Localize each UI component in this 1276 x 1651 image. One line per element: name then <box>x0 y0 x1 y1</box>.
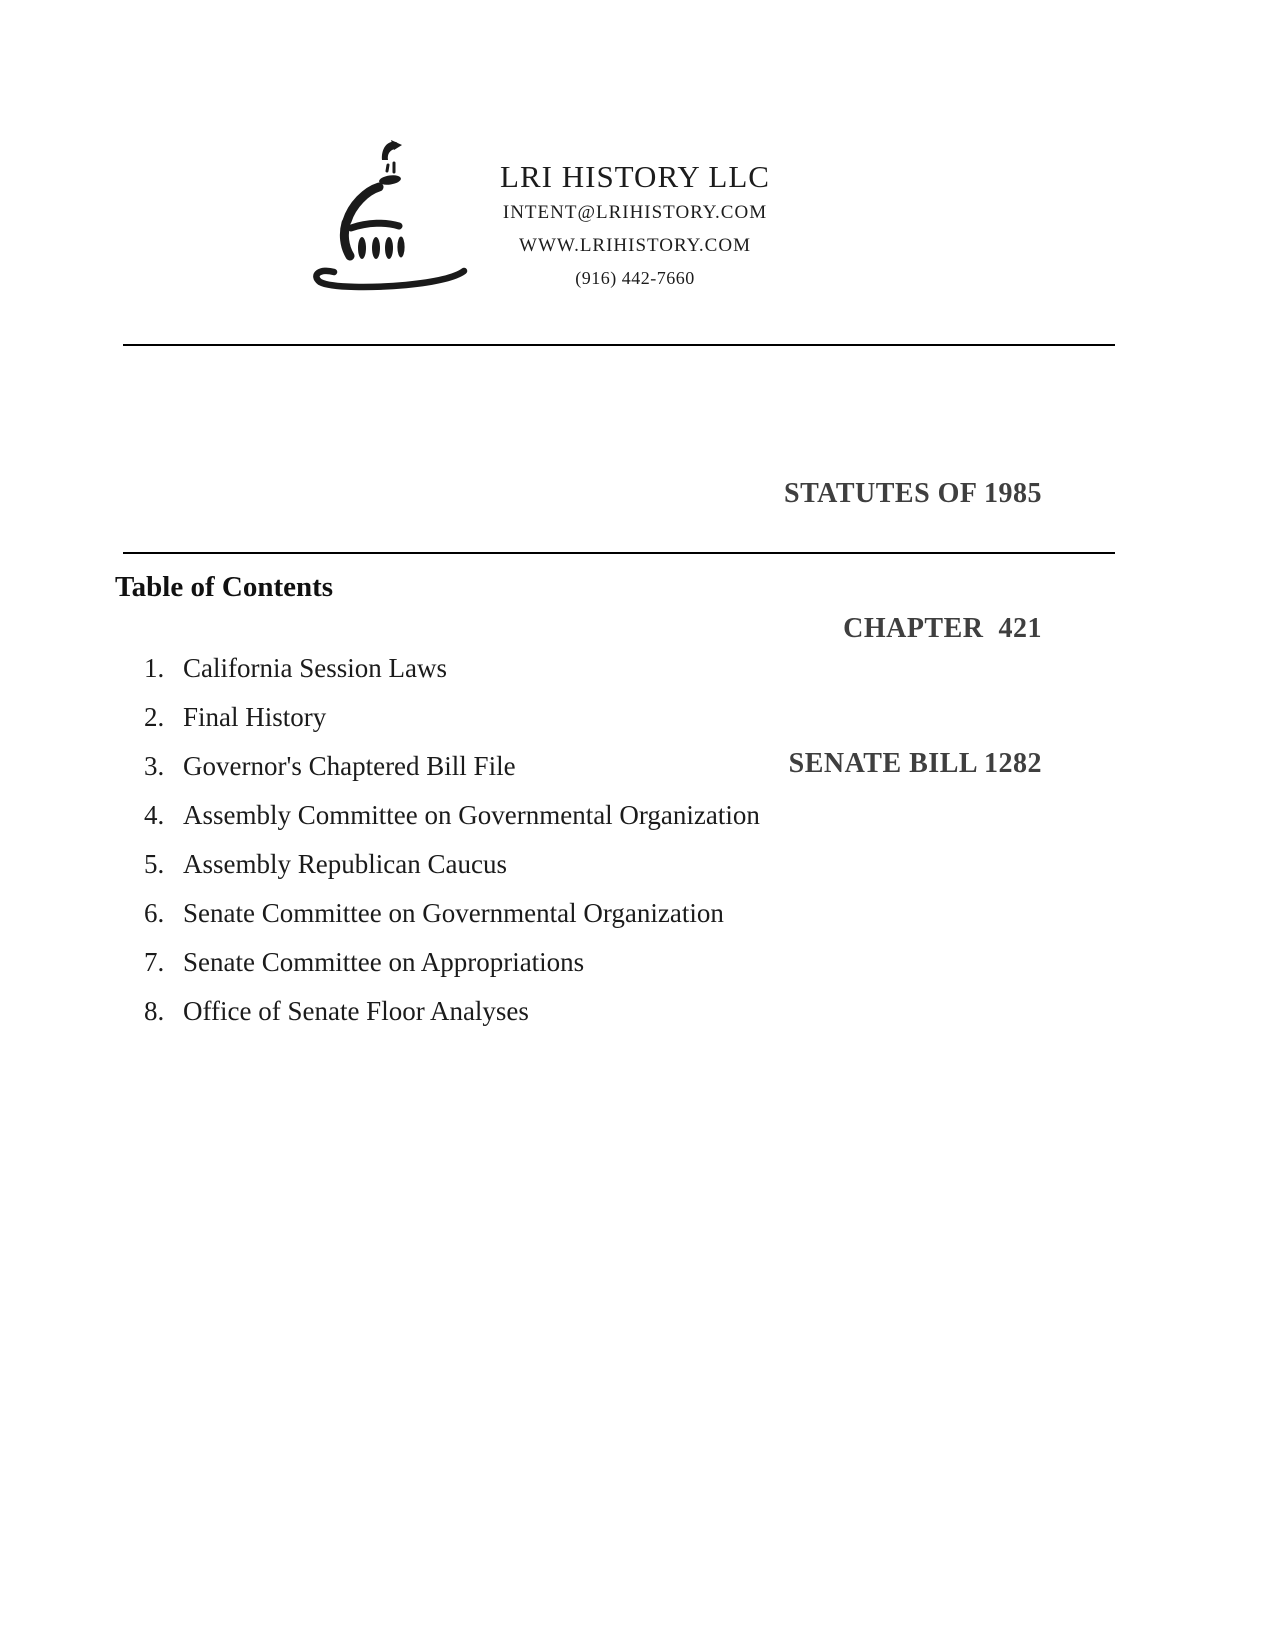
toc-item-number: 3. <box>144 751 165 781</box>
toc-item-label: Governor's Chaptered Bill File <box>183 751 516 781</box>
toc-item-label: Senate Committee on Governmental Organization <box>183 898 724 928</box>
toc-item-number: 2. <box>144 702 165 732</box>
toc-item-number: 7. <box>144 947 165 977</box>
toc-item <box>144 801 760 829</box>
toc-item-number: 6. <box>144 898 165 928</box>
company-phone: (916) 442-7660 <box>575 268 695 288</box>
toc-item-label: California Session Laws <box>183 653 447 683</box>
case-info-block <box>784 381 1042 876</box>
toc-item <box>144 752 760 780</box>
toc-item-number: 5. <box>144 849 165 879</box>
toc-item-label: Assembly Republican Caucus <box>183 849 507 879</box>
toc-item-number: 4. <box>144 800 165 830</box>
toc-item-number: 1. <box>144 653 165 683</box>
toc-item <box>144 997 760 1025</box>
toc-item <box>144 703 760 731</box>
toc-item <box>144 899 760 927</box>
company-email: INTENT@LRIHISTORY.COM <box>502 202 768 223</box>
toc-item-label: Assembly Committee on Governmental Organization <box>183 800 760 830</box>
toc-item-label: Final History <box>183 702 327 732</box>
toc-item <box>144 654 760 682</box>
letterhead <box>435 158 835 295</box>
toc-item <box>144 850 760 878</box>
senate-bill-line: SENATE BILL 1282 <box>788 748 1042 779</box>
statutes-line: STATUTES OF 1985 <box>784 478 1042 509</box>
toc-title: Table of Contents <box>115 571 334 603</box>
toc-item-number: 8. <box>144 996 165 1026</box>
company-name: LRI HISTORY LLC <box>500 159 770 194</box>
chapter-line: CHAPTER 421 <box>843 613 1042 644</box>
toc-list <box>144 654 760 1046</box>
toc-item-label: Office of Senate Floor Analyses <box>183 996 529 1026</box>
company-website: WWW.LRIHISTORY.COM <box>519 235 751 256</box>
toc-item-label: Senate Committee on Appropriations <box>183 947 585 977</box>
divider-bottom <box>123 552 1115 554</box>
divider-top <box>123 344 1115 346</box>
toc-item <box>144 948 760 976</box>
